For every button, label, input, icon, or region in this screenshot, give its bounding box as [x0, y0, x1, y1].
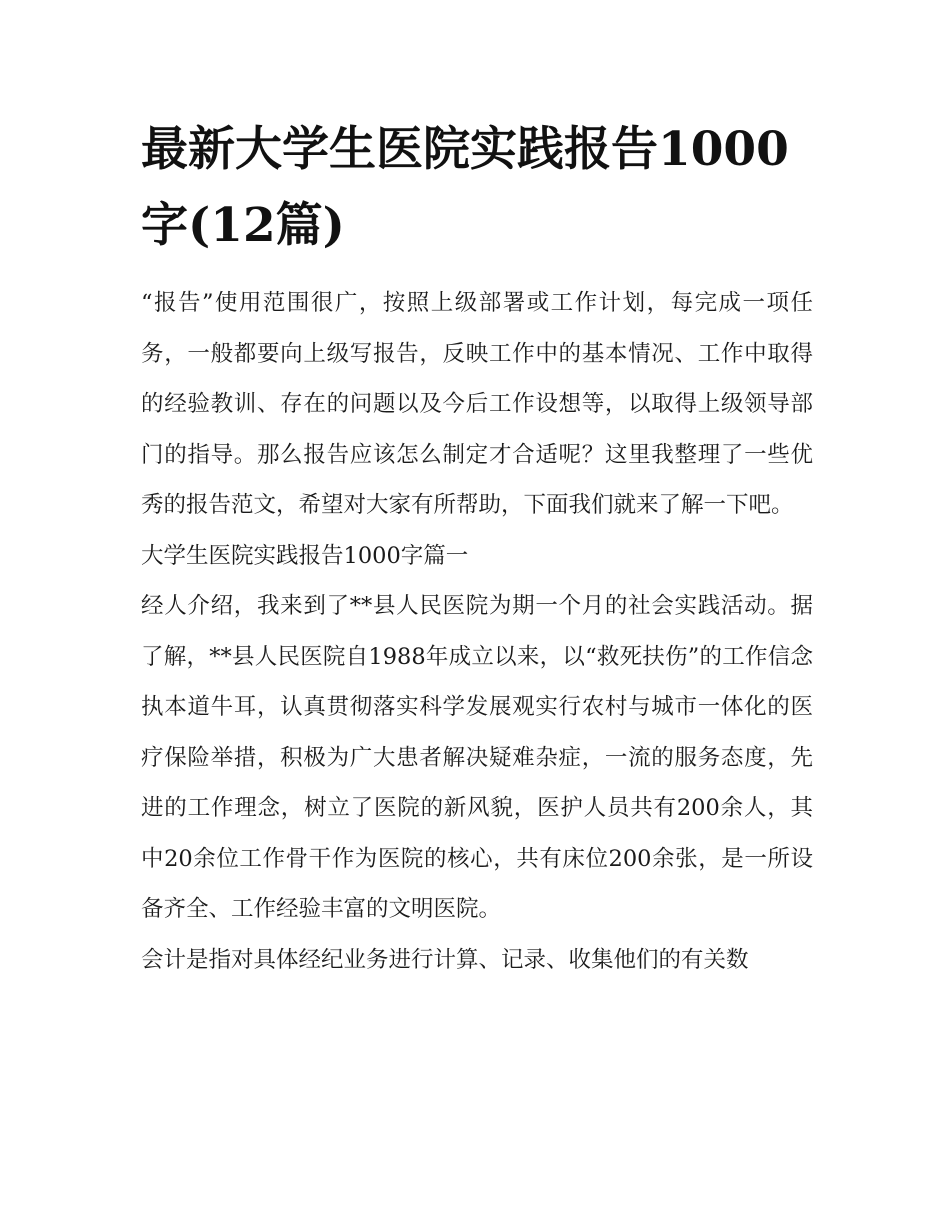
section-heading: 大学生医院实践报告1000字篇一	[141, 542, 469, 569]
body-paragraph-2: 会计是指对具体经纪业务进行计算、记录、收集他们的有关数	[141, 946, 749, 973]
document-title: 最新大学生医院实践报告1000字(12篇)	[141, 122, 789, 253]
intro-paragraph: “报告”使用范围很广，按照上级部署或工作计划，每完成一项任务，一般都要向上级写报告，反映工作中的基本情况、工作中取得的经验教训、存在的问题以及今后工作设想等，以取得上级领导部门的指导。那么报告应该怎么制定才合适呢？这里我整理了一些优秀的报告范文，希望对大家有所帮助，下面我们就来了解一下吧。	[141, 290, 813, 518]
body-paragraph-1: 经人介绍，我来到了**县人民医院为期一个月的社会实践活动。据了解，**县人民医院自1988年成立以来，以“救死扶伤”的工作信念执本道牛耳，认真贯彻落实科学发展观实行农村与城市一体化的医疗保险举措，积极为广大患者解决疑难杂症，一流的服务态度，先进的工作理念，树立了医院的新风貌，医护人员共有200余人，其中20余位工作骨干作为医院的核心，共有床位200余张，是一所设备齐全、工作经验丰富的文明医院。	[141, 593, 813, 922]
document-body	[141, 112, 813, 985]
